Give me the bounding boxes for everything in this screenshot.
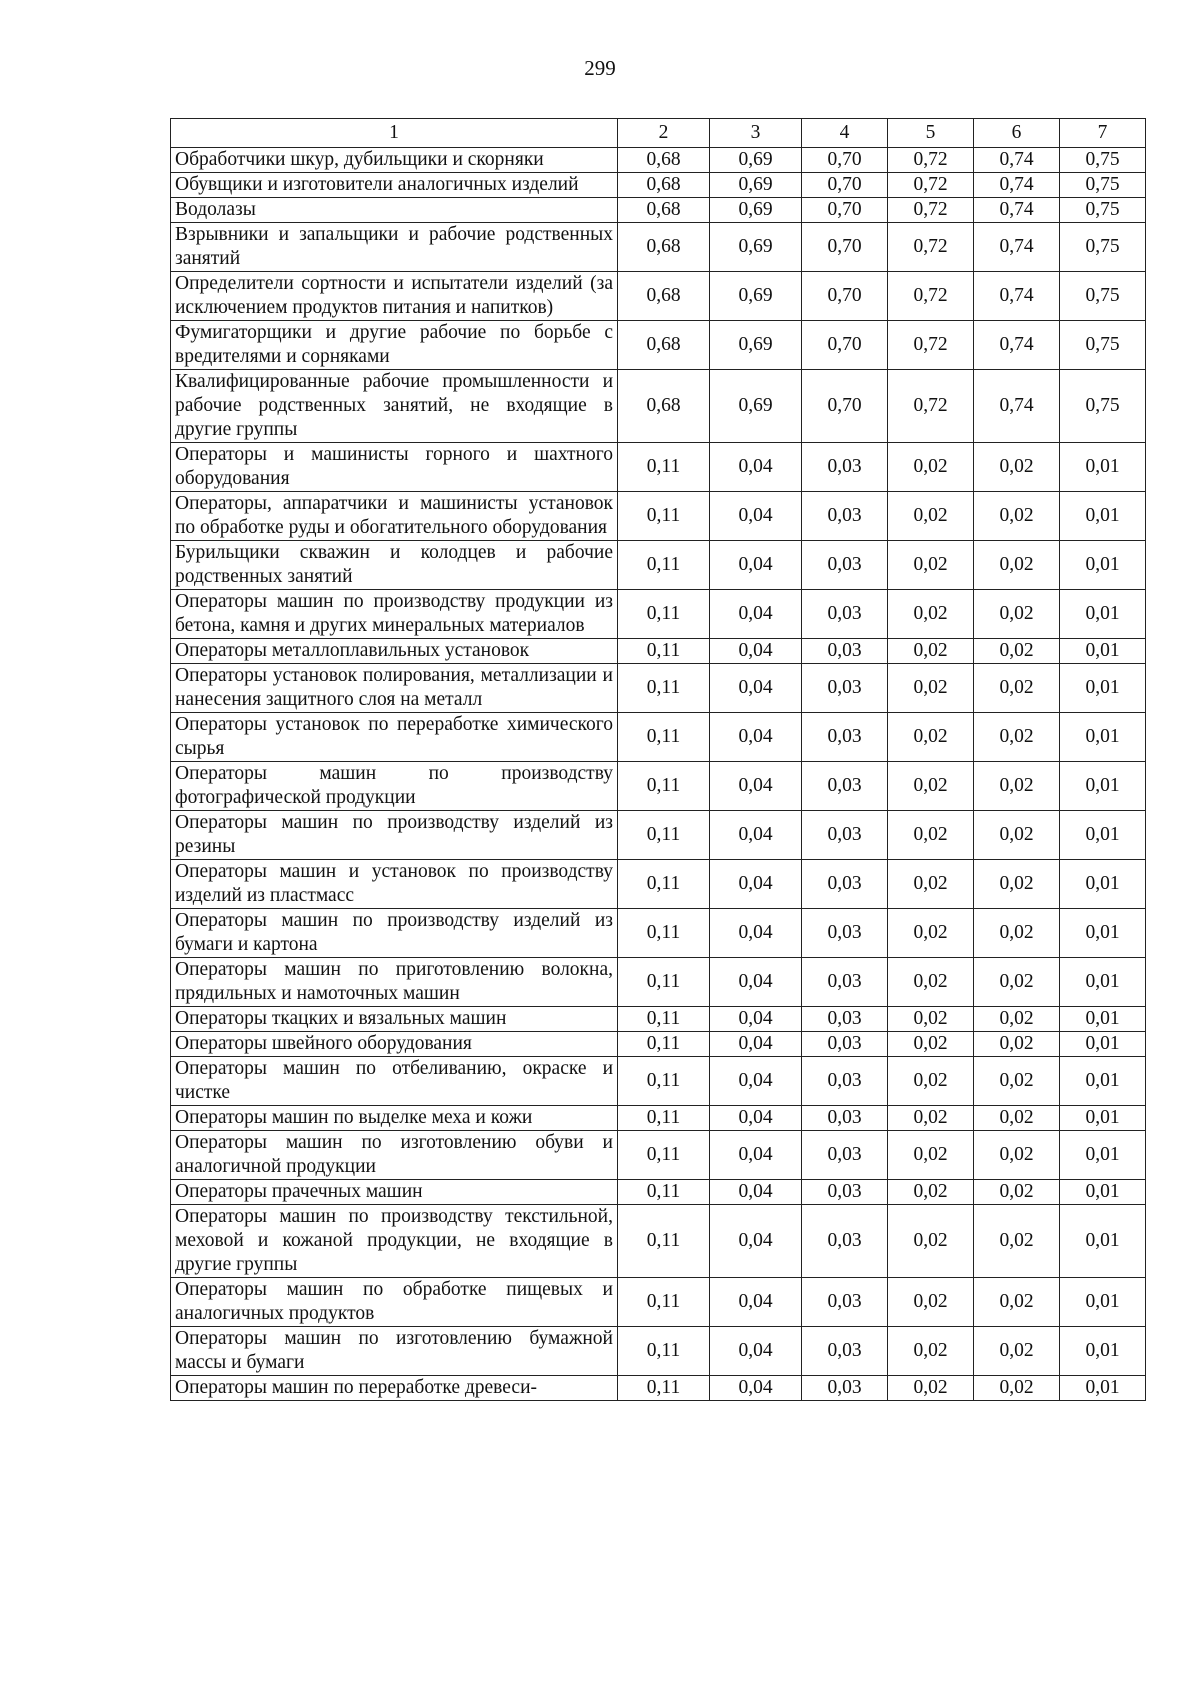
value-cell-col-3: 0,04 [710,1057,802,1106]
table-row [171,958,1146,1007]
value-cell-col-2: 0,11 [618,1278,710,1327]
table-row [171,1007,1146,1032]
value-cell-col-5: 0,02 [888,909,974,958]
value-cell-col-7: 0,01 [1060,713,1146,762]
table-row [171,909,1146,958]
table-row [171,1278,1146,1327]
value-cell-col-3: 0,69 [710,198,802,223]
table-row [171,223,1146,272]
value-cell-col-6: 0,02 [974,1376,1060,1401]
value-cell-col-2: 0,11 [618,1376,710,1401]
value-cell-col-2: 0,11 [618,1327,710,1376]
value-cell-col-6: 0,02 [974,1131,1060,1180]
column-header-6: 6 [974,119,1060,148]
value-cell-col-5: 0,02 [888,713,974,762]
column-header-3: 3 [710,119,802,148]
column-header-1: 1 [171,119,618,148]
value-cell-col-5: 0,02 [888,590,974,639]
value-cell-col-4: 0,03 [802,713,888,762]
value-cell-col-5: 0,02 [888,1131,974,1180]
value-cell-col-2: 0,11 [618,1180,710,1205]
value-cell-col-2: 0,11 [618,492,710,541]
value-cell-col-3: 0,04 [710,443,802,492]
occupation-name: Операторы машин по производству текстильной, меховой и кожаной продукции, не входящие в другие группы [171,1205,618,1278]
value-cell-col-7: 0,01 [1060,958,1146,1007]
header-row [171,119,1146,148]
value-cell-col-6: 0,02 [974,1327,1060,1376]
value-cell-col-3: 0,04 [710,1327,802,1376]
value-cell-col-6: 0,02 [974,492,1060,541]
value-cell-col-6: 0,02 [974,1007,1060,1032]
value-cell-col-6: 0,02 [974,762,1060,811]
value-cell-col-6: 0,02 [974,590,1060,639]
value-cell-col-7: 0,01 [1060,443,1146,492]
value-cell-col-3: 0,04 [710,1032,802,1057]
value-cell-col-4: 0,70 [802,321,888,370]
table-row [171,860,1146,909]
value-cell-col-6: 0,74 [974,198,1060,223]
value-cell-col-2: 0,68 [618,223,710,272]
value-cell-col-3: 0,69 [710,223,802,272]
value-cell-col-7: 0,01 [1060,1278,1146,1327]
value-cell-col-5: 0,02 [888,1180,974,1205]
value-cell-col-3: 0,04 [710,909,802,958]
value-cell-col-7: 0,01 [1060,541,1146,590]
value-cell-col-3: 0,04 [710,1278,802,1327]
value-cell-col-6: 0,02 [974,443,1060,492]
value-cell-col-3: 0,04 [710,664,802,713]
value-cell-col-5: 0,72 [888,148,974,173]
value-cell-col-2: 0,11 [618,1057,710,1106]
value-cell-col-7: 0,01 [1060,664,1146,713]
value-cell-col-6: 0,02 [974,639,1060,664]
occupation-name: Обувщики и изготовители аналогичных изделий [171,173,618,198]
value-cell-col-6: 0,02 [974,541,1060,590]
value-cell-col-2: 0,11 [618,1032,710,1057]
value-cell-col-3: 0,04 [710,1106,802,1131]
occupation-name: Операторы и машинисты горного и шахтного оборудования [171,443,618,492]
occupation-name: Определители сортности и испытатели изделий (за исключением продуктов питания и напитков) [171,272,618,321]
table-row [171,590,1146,639]
page-number: 299 [584,56,616,80]
value-cell-col-7: 0,01 [1060,909,1146,958]
column-header-4: 4 [802,119,888,148]
value-cell-col-3: 0,04 [710,713,802,762]
value-cell-col-4: 0,03 [802,909,888,958]
value-cell-col-7: 0,01 [1060,1057,1146,1106]
table-row [171,443,1146,492]
occupation-name: Операторы машин по переработке древеси- [171,1376,618,1401]
value-cell-col-3: 0,04 [710,1131,802,1180]
value-cell-col-4: 0,03 [802,1180,888,1205]
value-cell-col-2: 0,68 [618,198,710,223]
value-cell-col-4: 0,03 [802,1106,888,1131]
value-cell-col-4: 0,03 [802,590,888,639]
value-cell-col-2: 0,11 [618,1007,710,1032]
column-header-7: 7 [1060,119,1146,148]
value-cell-col-4: 0,03 [802,1376,888,1401]
table-row [171,664,1146,713]
value-cell-col-5: 0,02 [888,1057,974,1106]
value-cell-col-7: 0,01 [1060,590,1146,639]
value-cell-col-5: 0,02 [888,1376,974,1401]
value-cell-col-2: 0,11 [618,762,710,811]
value-cell-col-7: 0,01 [1060,860,1146,909]
value-cell-col-7: 0,75 [1060,321,1146,370]
value-cell-col-6: 0,02 [974,860,1060,909]
table-row [171,1106,1146,1131]
value-cell-col-3: 0,04 [710,639,802,664]
value-cell-col-6: 0,74 [974,370,1060,443]
table-row [171,762,1146,811]
table-row [171,1032,1146,1057]
value-cell-col-2: 0,11 [618,958,710,1007]
value-cell-col-7: 0,01 [1060,1007,1146,1032]
occupation-name: Операторы металлоплавильных установок [171,639,618,664]
value-cell-col-2: 0,68 [618,173,710,198]
occupation-name: Операторы машин по обработке пищевых и аналогичных продуктов [171,1278,618,1327]
value-cell-col-7: 0,75 [1060,272,1146,321]
value-cell-col-2: 0,11 [618,443,710,492]
value-cell-col-3: 0,04 [710,1205,802,1278]
table-row [171,713,1146,762]
value-cell-col-7: 0,01 [1060,1376,1146,1401]
value-cell-col-3: 0,69 [710,272,802,321]
value-cell-col-5: 0,02 [888,541,974,590]
value-cell-col-5: 0,72 [888,198,974,223]
table-row [171,1205,1146,1278]
table-row [171,1180,1146,1205]
occupation-name: Операторы швейного оборудования [171,1032,618,1057]
occupation-name: Операторы машин по выделке меха и кожи [171,1106,618,1131]
occupation-name: Операторы машин по приготовлению волокна, прядильных и намоточных машин [171,958,618,1007]
occupation-name: Операторы машин по производству изделий из бумаги и картона [171,909,618,958]
value-cell-col-7: 0,75 [1060,223,1146,272]
value-cell-col-4: 0,03 [802,1032,888,1057]
value-cell-col-3: 0,04 [710,541,802,590]
value-cell-col-5: 0,02 [888,1327,974,1376]
value-cell-col-5: 0,72 [888,173,974,198]
value-cell-col-2: 0,11 [618,1106,710,1131]
value-cell-col-5: 0,02 [888,639,974,664]
occupation-name: Операторы машин по изготовлению бумажной массы и бумаги [171,1327,618,1376]
value-cell-col-4: 0,03 [802,541,888,590]
value-cell-col-2: 0,11 [618,909,710,958]
table-row [171,173,1146,198]
value-cell-col-2: 0,68 [618,321,710,370]
value-cell-col-3: 0,04 [710,492,802,541]
value-cell-col-3: 0,04 [710,860,802,909]
value-cell-col-4: 0,03 [802,958,888,1007]
occupation-name: Бурильщики скважин и колодцев и рабочие родственных занятий [171,541,618,590]
occupation-name: Фумигаторщики и другие рабочие по борьбе с вредителями и сорняками [171,321,618,370]
occupation-name: Обработчики шкур, дубильщики и скорняки [171,148,618,173]
value-cell-col-5: 0,02 [888,1032,974,1057]
value-cell-col-3: 0,69 [710,173,802,198]
value-cell-col-6: 0,02 [974,1032,1060,1057]
occupation-name: Операторы установок по переработке химического сырья [171,713,618,762]
value-cell-col-4: 0,03 [802,762,888,811]
value-cell-col-4: 0,70 [802,198,888,223]
table-row [171,1327,1146,1376]
table-row [171,198,1146,223]
value-cell-col-6: 0,02 [974,1180,1060,1205]
value-cell-col-3: 0,04 [710,958,802,1007]
value-cell-col-7: 0,01 [1060,762,1146,811]
value-cell-col-7: 0,01 [1060,1106,1146,1131]
value-cell-col-4: 0,03 [802,1278,888,1327]
table-row [171,1057,1146,1106]
value-cell-col-4: 0,03 [802,1327,888,1376]
value-cell-col-7: 0,01 [1060,1032,1146,1057]
value-cell-col-5: 0,02 [888,762,974,811]
value-cell-col-5: 0,72 [888,223,974,272]
value-cell-col-3: 0,04 [710,1376,802,1401]
occupation-name: Взрывники и запальщики и рабочие родственных занятий [171,223,618,272]
value-cell-col-7: 0,01 [1060,1180,1146,1205]
value-cell-col-3: 0,04 [710,762,802,811]
value-cell-col-2: 0,11 [618,811,710,860]
value-cell-col-6: 0,74 [974,321,1060,370]
value-cell-col-7: 0,01 [1060,1327,1146,1376]
coefficients-table [170,118,1146,1401]
value-cell-col-4: 0,03 [802,1205,888,1278]
value-cell-col-4: 0,03 [802,492,888,541]
value-cell-col-4: 0,70 [802,370,888,443]
value-cell-col-5: 0,72 [888,321,974,370]
value-cell-col-6: 0,02 [974,1106,1060,1131]
value-cell-col-2: 0,11 [618,541,710,590]
column-header-5: 5 [888,119,974,148]
table-row [171,272,1146,321]
occupation-name: Операторы установок полирования, металлизации и нанесения защитного слоя на металл [171,664,618,713]
value-cell-col-6: 0,02 [974,1278,1060,1327]
value-cell-col-6: 0,02 [974,811,1060,860]
value-cell-col-2: 0,11 [618,713,710,762]
value-cell-col-4: 0,03 [802,860,888,909]
value-cell-col-6: 0,74 [974,148,1060,173]
value-cell-col-6: 0,02 [974,664,1060,713]
table-row [171,1131,1146,1180]
occupation-name: Операторы машин по производству фотографической продукции [171,762,618,811]
table-row [171,811,1146,860]
value-cell-col-5: 0,02 [888,1007,974,1032]
value-cell-col-2: 0,68 [618,148,710,173]
occupation-name: Операторы ткацких и вязальных машин [171,1007,618,1032]
value-cell-col-4: 0,03 [802,1007,888,1032]
value-cell-col-2: 0,11 [618,860,710,909]
occupation-name: Операторы машин по отбеливанию, окраске и чистке [171,1057,618,1106]
value-cell-col-2: 0,11 [618,590,710,639]
value-cell-col-5: 0,02 [888,811,974,860]
value-cell-col-7: 0,01 [1060,492,1146,541]
value-cell-col-7: 0,75 [1060,173,1146,198]
value-cell-col-5: 0,72 [888,370,974,443]
value-cell-col-5: 0,02 [888,1278,974,1327]
value-cell-col-6: 0,02 [974,958,1060,1007]
occupation-name: Операторы машин по производству изделий из резины [171,811,618,860]
value-cell-col-3: 0,04 [710,590,802,639]
value-cell-col-3: 0,69 [710,148,802,173]
table-header [171,119,1146,148]
value-cell-col-3: 0,04 [710,1180,802,1205]
value-cell-col-5: 0,02 [888,860,974,909]
value-cell-col-4: 0,03 [802,639,888,664]
value-cell-col-2: 0,11 [618,639,710,664]
value-cell-col-4: 0,03 [802,443,888,492]
value-cell-col-2: 0,11 [618,664,710,713]
value-cell-col-4: 0,03 [802,1057,888,1106]
value-cell-col-7: 0,01 [1060,1205,1146,1278]
value-cell-col-6: 0,02 [974,713,1060,762]
value-cell-col-4: 0,03 [802,811,888,860]
value-cell-col-5: 0,02 [888,958,974,1007]
value-cell-col-5: 0,02 [888,1106,974,1131]
value-cell-col-5: 0,02 [888,492,974,541]
value-cell-col-5: 0,02 [888,1205,974,1278]
value-cell-col-6: 0,02 [974,1057,1060,1106]
value-cell-col-7: 0,01 [1060,1131,1146,1180]
value-cell-col-4: 0,03 [802,1131,888,1180]
value-cell-col-3: 0,69 [710,321,802,370]
occupation-name: Квалифицированные рабочие промышленности и рабочие родственных занятий, не входящие в другие группы [171,370,618,443]
table-row [171,1376,1146,1401]
value-cell-col-3: 0,04 [710,811,802,860]
value-cell-col-7: 0,75 [1060,198,1146,223]
table-row [171,370,1146,443]
value-cell-col-4: 0,70 [802,148,888,173]
value-cell-col-7: 0,75 [1060,148,1146,173]
occupation-name: Операторы машин и установок по производству изделий из пластмасс [171,860,618,909]
table-row [171,541,1146,590]
value-cell-col-2: 0,68 [618,272,710,321]
value-cell-col-4: 0,03 [802,664,888,713]
value-cell-col-7: 0,01 [1060,811,1146,860]
value-cell-col-7: 0,01 [1060,639,1146,664]
value-cell-col-6: 0,74 [974,173,1060,198]
value-cell-col-5: 0,02 [888,664,974,713]
value-cell-col-6: 0,74 [974,223,1060,272]
occupation-name: Операторы прачечных машин [171,1180,618,1205]
table-row [171,639,1146,664]
value-cell-col-4: 0,70 [802,173,888,198]
value-cell-col-5: 0,02 [888,443,974,492]
occupation-name: Операторы, аппаратчики и машинисты установок по обработке руды и обогатительного оборудования [171,492,618,541]
value-cell-col-5: 0,72 [888,272,974,321]
occupation-name: Водолазы [171,198,618,223]
value-cell-col-2: 0,68 [618,370,710,443]
value-cell-col-6: 0,02 [974,909,1060,958]
table-row [171,321,1146,370]
value-cell-col-4: 0,70 [802,272,888,321]
value-cell-col-2: 0,11 [618,1131,710,1180]
value-cell-col-7: 0,75 [1060,370,1146,443]
table-body [171,148,1146,1401]
value-cell-col-3: 0,69 [710,370,802,443]
occupation-name: Операторы машин по производству продукции из бетона, камня и других минеральных материалов [171,590,618,639]
value-cell-col-3: 0,04 [710,1007,802,1032]
table-row [171,148,1146,173]
occupation-name: Операторы машин по изготовлению обуви и аналогичной продукции [171,1131,618,1180]
value-cell-col-6: 0,74 [974,272,1060,321]
value-cell-col-6: 0,02 [974,1205,1060,1278]
value-cell-col-4: 0,70 [802,223,888,272]
table-row [171,492,1146,541]
column-header-2: 2 [618,119,710,148]
value-cell-col-2: 0,11 [618,1205,710,1278]
